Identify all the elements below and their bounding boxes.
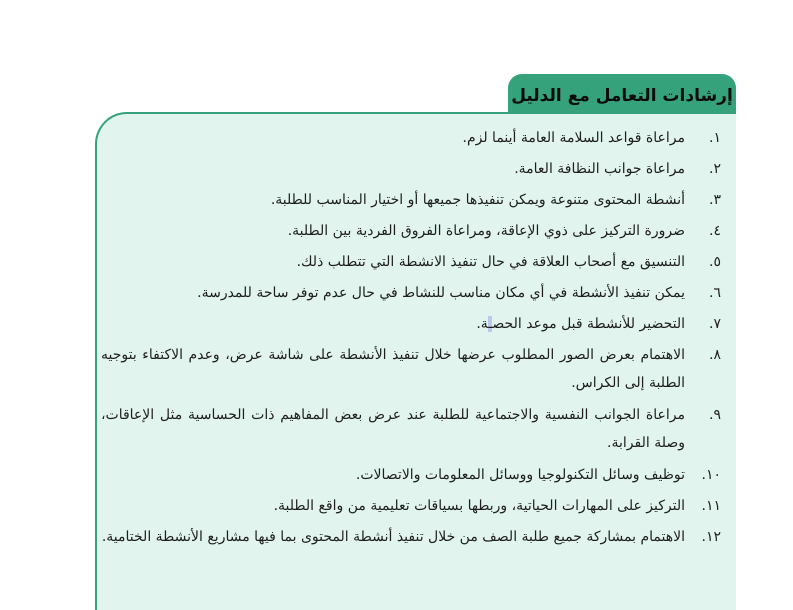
list-item [101,461,721,490]
item-number: ١٢. [701,529,721,545]
item-text: الاهتمام بمشاركة جميع طلبة الصف من خلال تنفيذ أنشطة المحتوى بما فيها مشاريع الأنشطة الختامية. [101,529,685,545]
list-item [101,217,721,246]
item-text: التنسيق مع أصحاب العلاقة في حال تنفيذ الانشطة التي تتطلب ذلك. [296,254,685,270]
item-text: التركيز على المهارات الحياتية، وربطها بسياقات تعليمية من واقع الطلبة. [273,498,685,514]
item-text-part: التحضير للأنشطة قبل موعد الحص [492,316,685,332]
item-number: ٣. [709,192,721,208]
list-item [101,523,721,551]
item-number: ٥. [709,254,721,270]
text-highlight: ـ [488,316,493,332]
item-number: ٤. [709,223,721,239]
item-text: مراعاة جوانب النظافة العامة. [514,161,685,177]
item-number: ٨. [709,347,721,363]
item-text [476,316,685,332]
section-heading: إرشادات التعامل مع الدليل [508,74,736,114]
item-number: ٩. [709,407,721,423]
item-number: ٧. [709,316,721,332]
item-number: ١١. [701,498,721,514]
item-text: ضرورة التركيز على ذوي الإعاقة، ومراعاة الفروق الفردية بين الطلبة. [287,223,685,239]
list-item [101,124,721,153]
list-item [101,492,721,521]
item-number: ١. [709,130,721,146]
item-text: توظيف وسائل التكنولوجيا ووسائل المعلومات والاتصالات. [355,467,685,483]
list-item [101,248,721,277]
list-item [101,310,721,339]
item-number: ٦. [709,285,721,301]
item-text: الاهتمام بعرض الصور المطلوب عرضها خلال تنفيذ الأنشطة على شاشة عرض، وعدم الاكتفاء بتوجيه الطلبة إلى الكراس. [101,347,685,391]
item-text: أنشطة المحتوى متنوعة ويمكن تنفيذها جميعها أو اختيار المناسب للطلبة. [270,192,685,208]
item-number: ٢. [709,161,721,177]
item-text-part: ة. [476,316,489,332]
item-text: مراعاة قواعد السلامة العامة أينما لزم. [462,130,685,146]
item-number: ١٠. [701,467,721,483]
list-item [101,401,721,457]
item-text: يمكن تنفيذ الأنشطة في أي مكان مناسب للنشاط في حال عدم توفر ساحة للمدرسة. [197,285,685,301]
list-item [101,341,721,397]
list-item [101,279,721,308]
item-text: مراعاة الجوانب النفسية والاجتماعية للطلبة عند عرض بعض المفاهيم ذات الحساسية مثل الإعاقات، وصلة القرابة. [101,407,685,451]
list-item [101,155,721,184]
guidelines-list [101,124,721,555]
list-item [101,186,721,215]
